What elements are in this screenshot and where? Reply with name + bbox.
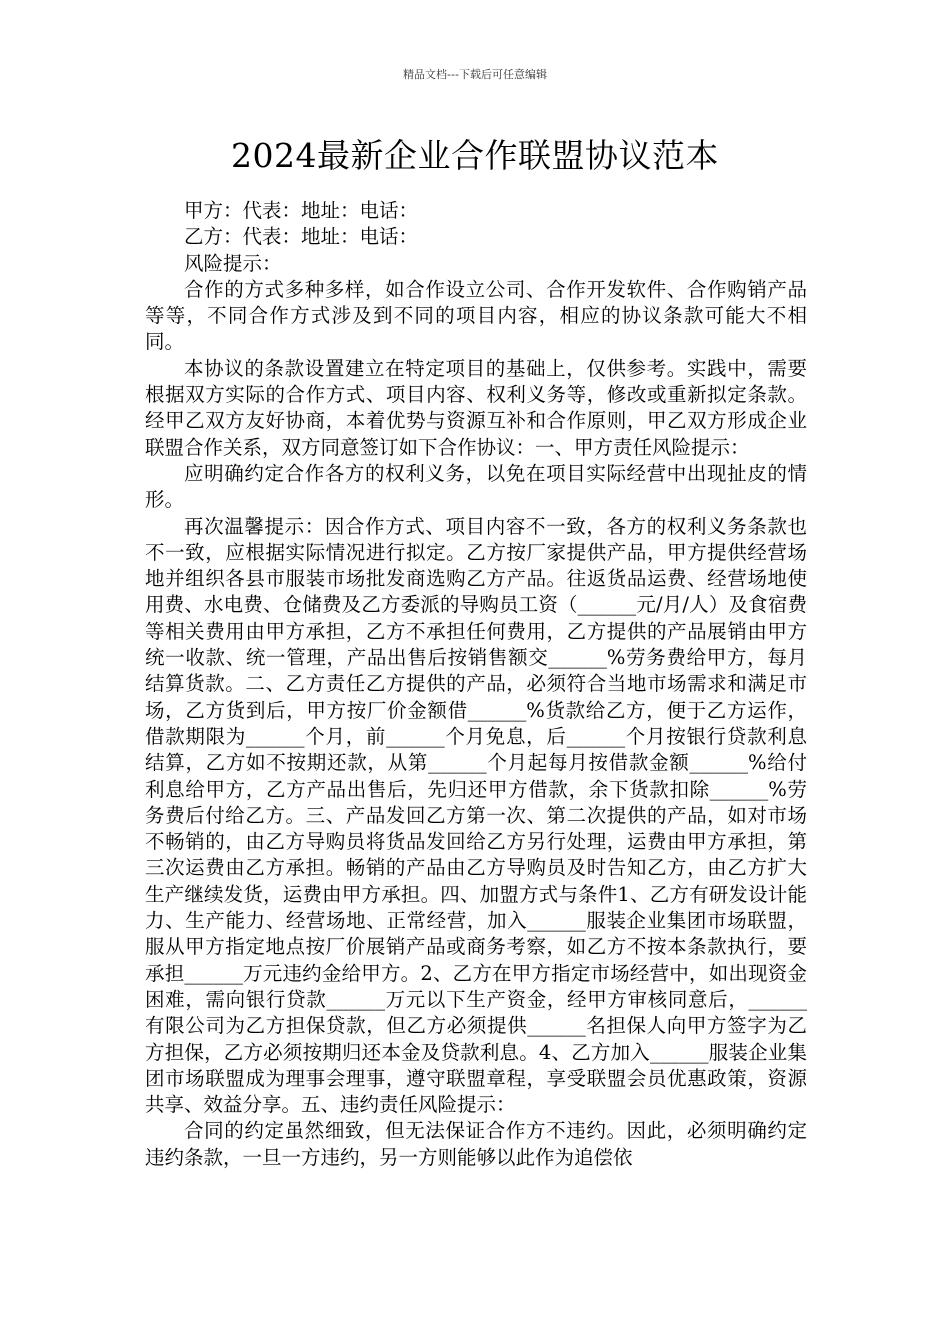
paragraph-breach-liability: 合同的约定虽然细致，但无法保证合作方不违约。因此，必须明确约定违约条款，一旦一方违约，另一方则能够以此作为追偿依 bbox=[145, 1119, 807, 1169]
page-header: 精品文档---下载后可任意编辑 bbox=[403, 68, 547, 81]
paragraph-agreement-basis: 本协议的条款设置建立在特定项目的基础上，仅供参考。实践中，需要根据双方实际的合作方式、项目内容、权利义务等，修改或重新拟定条款。经甲乙双方友好协商，本着优势与资源互补和合作原则，甲乙双方形成企业联盟合作关系，双方同意签订如下合作协议：一、甲方责任风险提示： bbox=[145, 356, 807, 459]
document-body bbox=[145, 198, 807, 1171]
party-b-line: 乙方：代表：地址：电话： bbox=[184, 225, 419, 249]
risk-notice-heading: 风险提示： bbox=[184, 251, 282, 275]
paragraph-cooperation-methods: 合作的方式多种多样，如合作设立公司、合作开发软件、合作购销产品等等，不同合作方式涉及到不同的项目内容，相应的协议条款可能大不相同。 bbox=[145, 277, 807, 354]
paragraph-rights-obligations: 应明确约定合作各方的权利义务，以免在项目实际经营中出现扯皮的情形。 bbox=[145, 461, 807, 512]
party-a-line: 甲方：代表：地址：电话： bbox=[184, 199, 419, 222]
document-title: 2024最新企业合作联盟协议范本 bbox=[231, 136, 719, 175]
paragraph-main-terms: 再次温馨提示：因合作方式、项目内容不一致，各方的权利义务条款也不一致，应根据实际情况进行拟定。乙方按厂家提供产品，甲方提供经营场地并组织各县市服装市场批发商选购乙方产品。往返货品运费、经营场地使用费、水电费、仓储费及乙方委派的导购员工资（______元/月/人）及食宿费等相关费用由甲方承担，乙方不承担任何费用，乙方提供的产品展销由甲方统一收款、统一管理，产品出售后按销售额交______%劳务费给甲方，每月结算货款。二、乙方责任乙方提供的产品，必须符合当地市场需求和满足市场，乙方货到后，甲方按厂价金额借______%货款给乙方，便于乙方运作，借款期限为______个月，前______个月免息，后______个月按银行贷款利息结算，乙方如不按期还款，从第______个月起每月按借款金额______%给付利息给甲方，乙方产品出售后，先归还甲方借款，余下货款扣除______%劳务费后付给乙方。三、产品发回乙方第一次、第二次提供的产品，如对市场不畅销的，由乙方导购员将货品发回给乙方另行处理，运费由甲方承担，第三次运费由乙方承担。畅销的产品由乙方导购员及时告知乙方，由乙方扩大生产继续发货，运费由甲方承担。四、加盟方式与条件1、乙方有研发设计能力、生产能力、经营场地、正常经营，加入______服装企业集团市场联盟，服从甲方指定地点按厂价展销产品或商务考察，如乙方不按本条款执行，要承担______万元违约金给甲方。2、乙方在甲方指定市场经营中，如出现资金困难，需向银行贷款______万元以下生产资金，经甲方审核同意后，______有限公司为乙方担保贷款，但乙方必须提供______名担保人向甲方签字为乙方担保，乙方必须按期归还本金及贷款利息。4、乙方加入______服装企业集团市场联盟成为理事会理事，遵守联盟章程，享受联盟会员优惠政策，资源共享、效益分享。五、违约责任风险提示： bbox=[145, 514, 807, 1117]
